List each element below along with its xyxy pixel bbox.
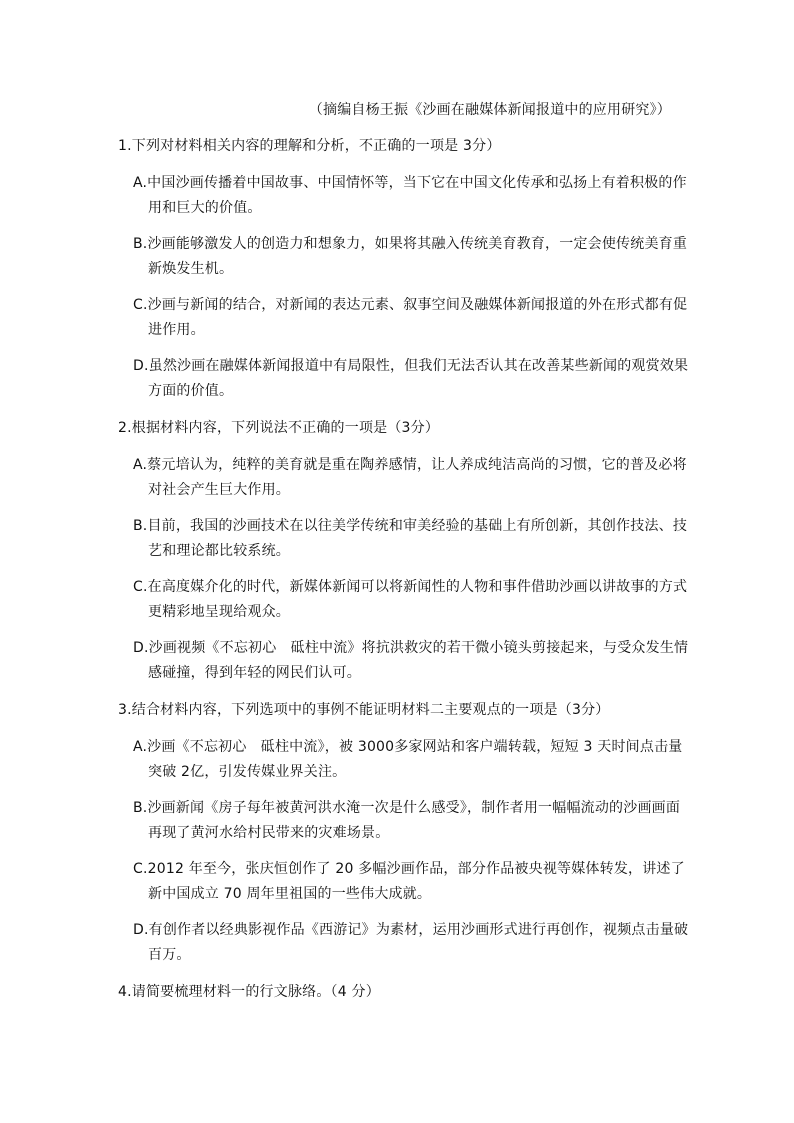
question-3-option-a: A.沙画《不忘初心 砥柱中流》，被 3000多家网站和客户端转载，短短 3 天时间点击量突破 2亿，引发传媒业界关注。 [133,739,683,780]
question-1-option-d: D.虽然沙画在融媒体新闻报道中有局限性，但我们无法否认其在改善某些新闻的观赏效果方面的价值。 [133,358,689,399]
question-1-option-c: C.沙画与新闻的结合，对新闻的表达元素、叙事空间及融媒体新闻报道的外在形式都有促进作用。 [133,297,688,338]
question-3-option-c: C.2012 年至今，张庆恒创作了 20 多幅沙画作品，部分作品被央视等媒体转发，讲述了新中国成立 70 周年里祖国的一些伟大成就。 [133,861,685,902]
question-1-option-b: B.沙画能够激发人的创造力和想象力，如果将其融入传统美育教育，一定会使传统美育重新焕发生机。 [133,236,688,277]
question-3-stem: 3.结合材料内容，下列选项中的事例不能证明材料二主要观点的一项是（3分） [118,702,610,718]
question-2-option-c: C.在高度媒介化的时代，新媒体新闻可以将新闻性的人物和事件借助沙画以讲故事的方式更精彩地呈现给观众。 [133,579,688,620]
question-2-option-a: A.蔡元培认为，纯粹的美育就是重在陶养感情，让人养成纯洁高尚的习惯，它的普及必将对社会产生巨大作用。 [133,457,687,498]
question-1-stem: 1.下列对材料相关内容的理解和分析，不正确的一项是 3分） [118,138,501,154]
question-3-option-d: D.有创作者以经典影视作品《西游记》为素材，运用沙画形式进行再创作，视频点击量破百万。 [133,922,689,963]
question-2-stem: 2.根据材料内容，下列说法不正确的一项是（3分） [118,420,440,436]
question-2-option-b: B.目前，我国的沙画技术在以往美学传统和审美经验的基础上有所创新，其创作技法、技艺和理论都比较系统。 [133,518,688,559]
source-citation: （摘编自杨王振《沙画在融媒体新闻报道中的应用研究》） [308,102,671,118]
question-2-option-d: D.沙画视频《不忘初心 砥柱中流》将抗洪救灾的若干微小镜头剪接起来，与受众发生情感碰撞，得到年轻的网民们认可。 [133,640,689,681]
question-3-option-b: B.沙画新闻《房子每年被黄河洪水淹一次是什么感受》，制作者用一幅幅流动的沙画画面再现了黄河水给村民带来的灾难场景。 [133,800,681,841]
question-1-option-a: A.中国沙画传播着中国故事、中国情怀等，当下它在中国文化传承和弘扬上有着积极的作用和巨大的价值。 [133,175,687,216]
question-4-stem: 4.请简要梳理材料一的行文脉络。（4 分） [118,984,380,1000]
